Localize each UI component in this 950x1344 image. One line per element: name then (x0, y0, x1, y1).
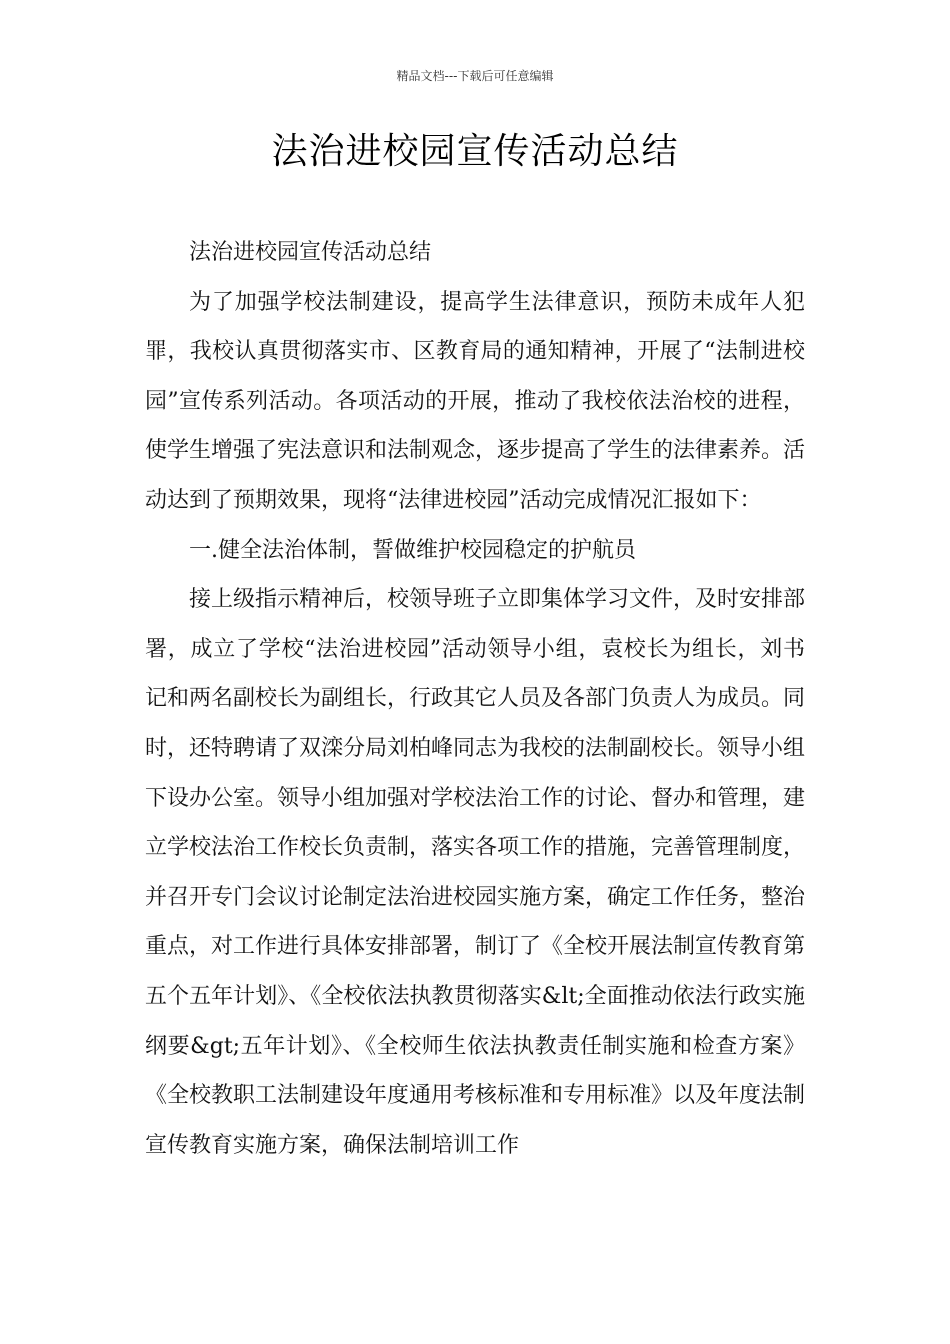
paragraph-subtitle: 法治进校园宣传活动总结 (189, 240, 432, 265)
document-title: 法治进校园宣传活动总结 (271, 131, 679, 172)
section-heading-1: 一.健全法治体制，誓做维护校园稳定的护航员 (189, 537, 636, 563)
paragraph-intro: 为了加强学校法制建设，提高学生法律意识，预防未成年人犯罪，我校认真贯彻落实市、区教育局的通知精神，开展了“法制进校园”宣传系列活动。各项活动的开展，推动了我校依法治校的进程，使学生增强了宪法意识和法制观念，逐步提高了学生的法律素养。活动达到了预期效果，现将“法律进校园”活动完成情况汇报如下： (145, 289, 806, 513)
header-note: 精品文档---下载后可任意编辑 (396, 69, 554, 83)
document-body (145, 228, 805, 1170)
paragraph-section-1: 接上级指示精神后，校领导班子立即集体学习文件，及时安排部署，成立了学校“法治进校园”活动领导小组，袁校长为组长，刘书记和两名副校长为副组长，行政其它人员及各部门负责人为成员。同时，还特聘请了双滦分局刘柏峰同志为我校的法制副校长。领导小组下设办公室。领导小组加强对学校法治工作的讨论、督办和管理，建立学校法治工作校长负责制，落实各项工作的措施，完善管理制度，并召开专门会议讨论制定法治进校园实施方案，确定工作任务，整治重点，对工作进行具体安排部署，制订了《全校开展法制宣传教育第五个五年计划》、《全校依法执教贯彻落实&lt;全面推动依法行政实施纲要&gt;五年计划》、《全校师生依法执教责任制实施和检查方案》《全校教职工法制建设年度通用考核标准和专用标准》以及年度法制宣传教育实施方案，确保法制培训工作 (145, 587, 806, 1158)
